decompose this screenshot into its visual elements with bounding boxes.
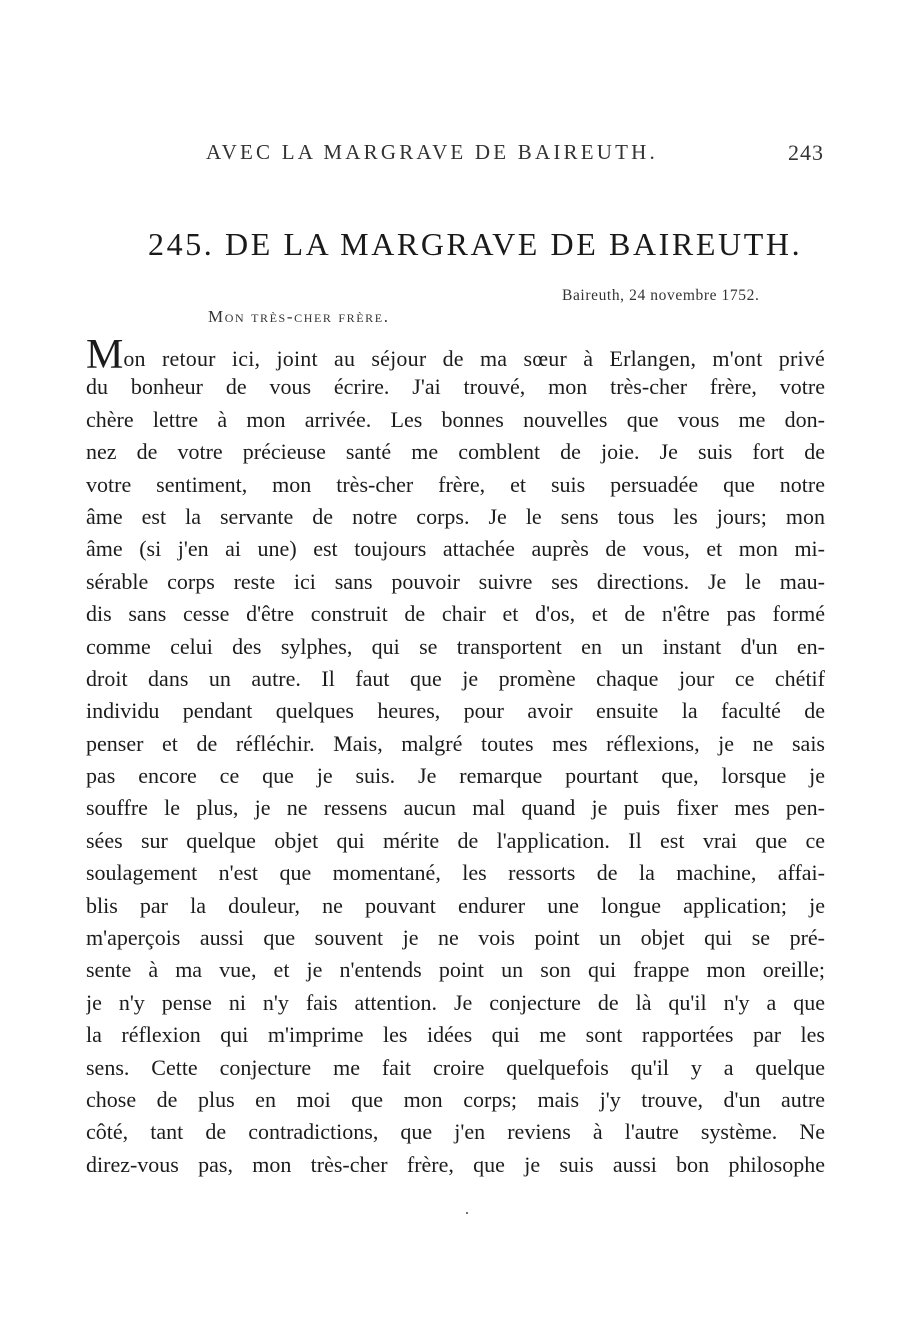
dateline: Baireuth, 24 novembre 1752. [562,287,760,304]
body-line: la réflexion qui m'imprime les idées qui me sont rapportées par les [86,1022,825,1048]
body-line: comme celui des sylphes, qui se transportent en un instant d'un en- [86,633,825,659]
body-line [86,339,825,371]
body-line: penser et de réfléchir. Mais, malgré toutes mes réflexions, je ne sais [86,730,825,756]
running-head [0,140,900,168]
body-line: soulagement n'est que momentané, les ressorts de la machine, affai- [86,860,825,886]
letter-body [86,339,825,1181]
body-line: côté, tant de contradictions, que j'en reviens à l'autre système. Ne [86,1119,825,1145]
body-line: âme est la servante de notre corps. Je le sens tous les jours; mon [86,503,825,529]
body-line: m'aperçois aussi que souvent je ne vois point un objet qui se pré- [86,925,825,951]
running-title: AVEC LA MARGRAVE DE BAIREUTH. [206,140,658,164]
body-line: dis sans cesse d'être construit de chair et d'os, et de n'être pas formé [86,601,825,627]
body-line: droit dans un autre. Il faut que je promène chaque jour ce chétif [86,665,825,691]
body-line: sens. Cette conjecture me fait croire quelquefois qu'il y a quelque [86,1054,825,1080]
body-line: nez de votre précieuse santé me comblent de joie. Je suis fort de [86,439,825,465]
page-number: 243 [788,140,824,165]
body-line: blis par la douleur, ne pouvant endurer une longue application; je [86,892,825,918]
body-line: votre sentiment, mon très-cher frère, et suis persuadée que notre [86,471,825,497]
body-line: souffre le plus, je ne ressens aucun mal quand je puis fixer mes pen- [86,795,825,821]
body-line: âme (si j'en ai une) est toujours attachée auprès de vous, et mon mi- [86,536,825,562]
body-line: chère lettre à mon arrivée. Les bonnes nouvelles que vous me don- [86,406,825,432]
body-line-text: on retour ici, joint au séjour de ma sœur à Erlangen, m'ont privé [123,346,825,371]
body-line: je n'y pense ni n'y fais attention. Je conjecture de là qu'il n'y a que [86,989,825,1015]
body-line: sente à ma vue, et je n'entends point un son qui frappe mon oreille; [86,957,825,983]
letter-heading: 245. DE LA MARGRAVE DE BAIREUTH. [148,226,803,262]
body-line: chose de plus en moi que mon corps; mais j'y trouve, d'un autre [86,1086,825,1112]
body-line: direz-vous pas, mon très-cher frère, que je suis aussi bon philosophe [86,1151,825,1177]
body-line: pas encore ce que je suis. Je remarque pourtant que, lorsque je [86,763,825,789]
body-line: sérable corps reste ici sans pouvoir suivre ses directions. Je le mau- [86,568,825,594]
print-speck [466,1212,468,1214]
body-line: du bonheur de vous écrire. J'ai trouvé, mon très-cher frère, votre [86,374,825,400]
drop-cap: M [86,339,124,372]
body-line: sées sur quelque objet qui mérite de l'application. Il est vrai que ce [86,827,825,853]
body-line: individu pendant quelques heures, pour avoir ensuite la faculté de [86,698,825,724]
salutation: Mon très-cher frère. [208,307,390,326]
